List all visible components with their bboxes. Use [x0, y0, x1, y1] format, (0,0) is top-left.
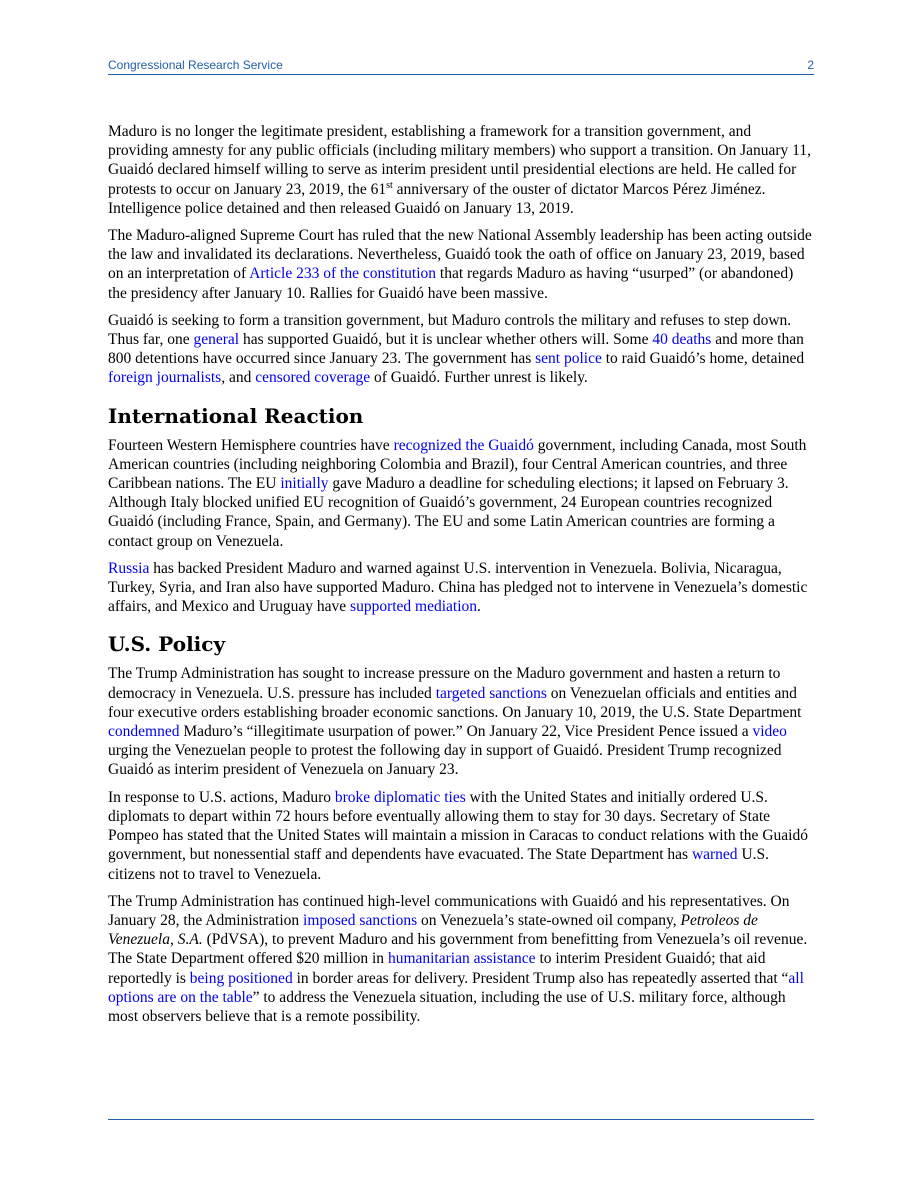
p2-text-1: The Maduro-aligned Supreme Court has ruled that the new National Assembly leadership has been acting outside the law and invalidated its declarations. Nevertheless, Guaidó took the oath of office on January 23, 2019, based on an interpretation of	[108, 227, 812, 283]
link-broke-diplomatic-ties[interactable]: broke diplomatic ties	[334, 788, 466, 806]
p8-text-4: to interim President Guaidó; that aid reportedly is	[108, 950, 766, 987]
link-video[interactable]: video	[752, 723, 787, 741]
p8-text-5: in border areas for delivery. President Trump also has repeatedly asserted that “	[292, 969, 789, 987]
link-recognized-guaido[interactable]: recognized the Guaidó	[393, 436, 534, 454]
paragraph-4	[108, 436, 814, 551]
heading-international-reaction: International Reaction	[108, 403, 364, 428]
p1-text-2: anniversary of the ouster of dictator Marcos Pérez Jiménez. Intelligence police detained and then released Guaidó on January 13, 2019.	[108, 180, 766, 217]
link-sent-police[interactable]: sent police	[535, 350, 602, 368]
link-all-options-on-table[interactable]: all options are on the table	[108, 969, 804, 1006]
p3-text-2: has supported Guaidó, but it is unclear whether others will. Some	[239, 331, 653, 349]
p3-text-3: and more than 800 detentions have occurred since January 23. The government has	[108, 331, 804, 368]
paragraph-1	[108, 122, 814, 218]
p4-text-1: Fourteen Western Hemisphere countries have	[108, 436, 394, 454]
p7-text-2: with the United States and initially ordered U.S. diplomats to depart within 72 hours before eventually allowing them to stay for 30 days. Secretary of State Pompeo has stated that the United States will maintain a mission in Caracas to conduct relations with the Guaidó government, but nonessential staff and dependents have evacuated. The State Department has	[108, 788, 808, 864]
link-warned[interactable]: warned	[691, 846, 738, 864]
p5-text-2: .	[477, 598, 481, 616]
heading-us-policy: U.S. Policy	[108, 632, 226, 657]
p8-text-3: (PdVSA), to prevent Maduro and his government from benefitting from Venezuela’s oil revenue. The State Department offered $20 million in	[108, 931, 808, 968]
p3-text-6: of Guaidó. Further unrest is likely.	[370, 369, 588, 387]
link-foreign-journalists[interactable]: foreign journalists	[108, 369, 222, 387]
p6-text-2: on Venezuelan officials and entities and four executive orders establishing broader economic sanctions. On January 10, 2019, the U.S. State Department	[108, 684, 802, 721]
p3-text-5: , and	[221, 369, 256, 387]
paragraph-7	[108, 788, 814, 884]
ordinal-superscript: st	[386, 179, 393, 191]
p3-text-1: Guaidó is seeking to form a transition government, but Maduro controls the military and refuses to step down. Thus far, one	[108, 311, 792, 349]
paragraph-3	[108, 311, 814, 388]
pdvsa-company-name: Petroleos de Venezuela, S.A.	[108, 911, 758, 949]
link-40-deaths[interactable]: 40 deaths	[652, 331, 712, 349]
p8-text-1: The Trump Administration has continued high-level communications with Guaidó and his representatives. On January 28, the Administration	[108, 892, 790, 929]
p3-text-4: to raid Guaidó’s home, detained	[601, 350, 805, 368]
page-number: 2	[807, 58, 814, 72]
p1-text-1: Maduro is no longer the legitimate president, establishing a framework for a transition government, and providing amnesty for any public officials (including military members) who support a transition. On January 11, Guaidó declared himself willing to serve as interim president until presidential elections are held. He called for protests to occur on January 23, 2019, the 61	[108, 123, 811, 198]
p4-text-3: gave Maduro a deadline for scheduling elections; it lapsed on February 3. Although Italy blocked unified EU recognition of Guaidó’s government, 24 European countries recognized Guaidó (including France, Spain, and Germany). The EU and some Latin American countries are forming a contact group on Venezuela.	[108, 475, 789, 550]
link-imposed-sanctions[interactable]: imposed sanctions	[303, 911, 418, 929]
p6-text-1: The Trump Administration has sought to increase pressure on the Maduro government and hasten a return to democracy in Venezuela. U.S. pressure has included	[108, 665, 781, 702]
paragraph-6	[108, 664, 814, 779]
p2-text-2: that regards Maduro as having “usurped” (or abandoned) the presidency after January 10. Rallies for Guaidó have been massive.	[108, 265, 794, 302]
header-org-name: Congressional Research Service	[108, 58, 283, 72]
link-supported-mediation[interactable]: supported mediation	[350, 598, 478, 616]
p7-text-1: In response to U.S. actions, Maduro	[108, 788, 335, 806]
p7-text-3: U.S. citizens not to travel to Venezuela.	[108, 846, 770, 883]
link-russia[interactable]: Russia	[108, 559, 150, 577]
p8-text-2: on Venezuela’s state-owned oil company,	[417, 911, 681, 929]
p6-text-3: Maduro’s “illegitimate usurpation of power.” On January 22, Vice President Pence issued a	[179, 723, 753, 741]
page-header	[108, 58, 814, 75]
p8-text-6: ” to address the Venezuela situation, including the use of U.S. military force, although most observers believe that is a remote possibility.	[108, 988, 786, 1025]
paragraph-8	[108, 892, 814, 1026]
p4-text-2: government, including Canada, most South American countries (including neighboring Colombia and Brazil), four Central American countries, and three Caribbean nations. The EU	[108, 436, 807, 493]
document-body	[108, 122, 814, 1034]
paragraph-5	[108, 559, 814, 617]
p5-text-1: has backed President Maduro and warned against U.S. intervention in Venezuela. Bolivia, Nicaragua, Turkey, Syria, and Iran also have supported Maduro. China has pledged not to intervene in Venezuela’s domestic affairs, and Mexico and Uruguay have	[108, 559, 808, 616]
link-censored-coverage[interactable]: censored coverage	[255, 369, 371, 387]
link-being-positioned[interactable]: being positioned	[189, 969, 293, 987]
footer-rule	[108, 1119, 814, 1120]
link-targeted-sanctions[interactable]: targeted sanctions	[435, 684, 547, 702]
paragraph-2	[108, 226, 814, 303]
link-general[interactable]: general	[193, 331, 240, 349]
p6-text-4: urging the Venezuelan people to protest the following day in support of Guaidó. President Trump recognized Guaidó as interim president of Venezuela on January 23.	[108, 742, 782, 779]
link-condemned[interactable]: condemned	[108, 723, 180, 741]
link-initially[interactable]: initially	[280, 475, 329, 493]
link-article-233[interactable]: Article 233 of the constitution	[249, 265, 437, 283]
link-humanitarian-assistance[interactable]: humanitarian assistance	[387, 950, 536, 968]
